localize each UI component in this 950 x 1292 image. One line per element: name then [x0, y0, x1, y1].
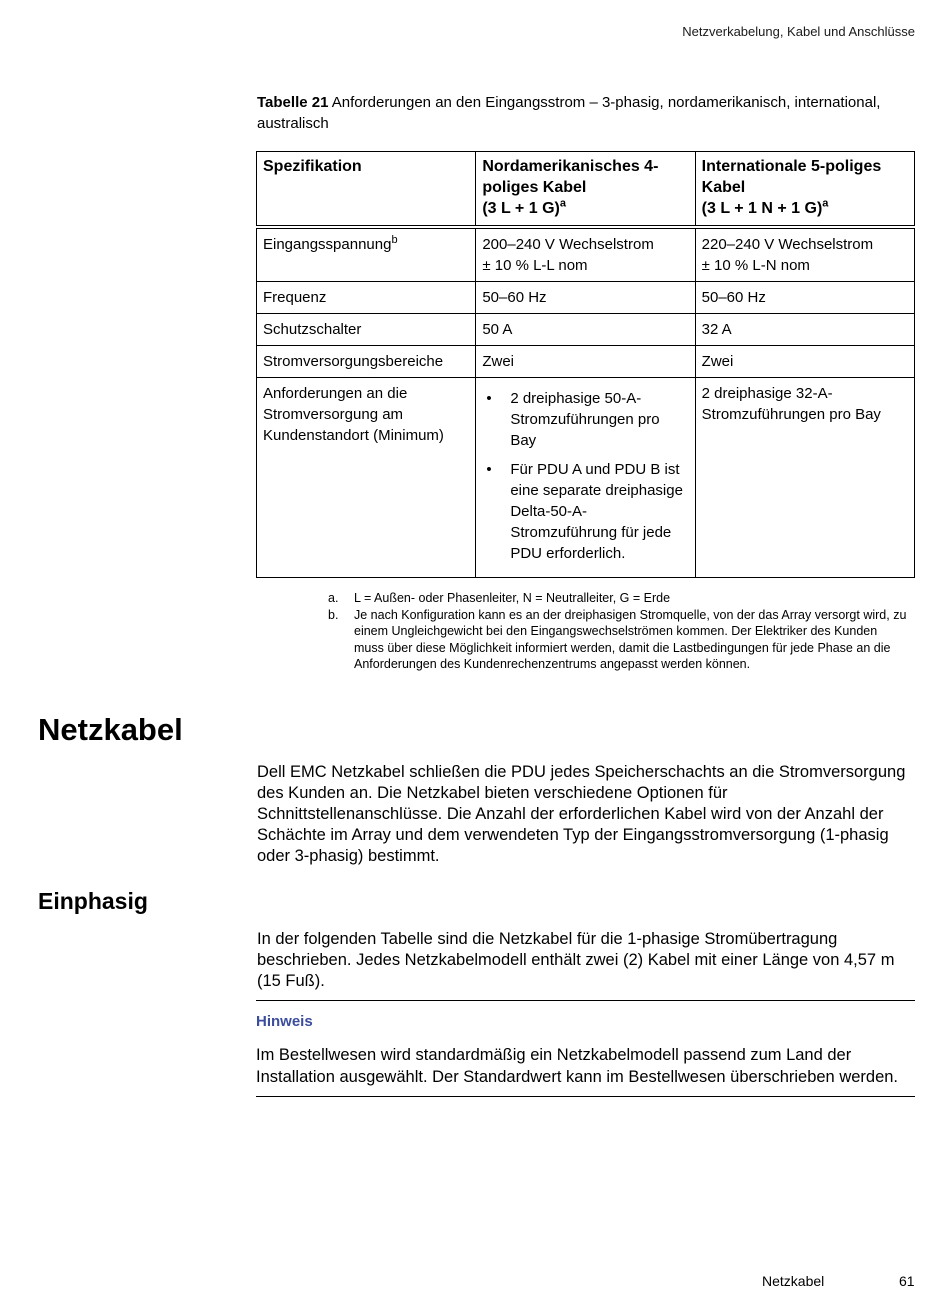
- note-text: Im Bestellwesen wird standardmäßig ein Netzkabelmodell passend zum Land der Installation ausgewählt. Der Standardwert kann im Bestellwesen überschrieben werden.: [256, 1046, 899, 1086]
- row-label-breaker: Schutzschalter: [257, 314, 476, 346]
- footnote-ref-a: a: [559, 197, 566, 210]
- table-header-row: [257, 152, 915, 228]
- footnote-a: a. L = Außen- oder Phasenleiter, N = Neutralleiter, G = Erde: [328, 591, 671, 605]
- section-paragraph: Dell EMC Netzkabel schließen die PDU jedes Speicherschachts an die Stromversorgung des Kunden an. Die Netzkabel bieten verschiedene Optionen für Schnittstellenanschlüsse. Die Anzahl der erforderlichen Kabel wird von der Anzahl der Schächte im Array und dem verwendeten Typ der Eingangsstromversorgung (1-phasig oder 3-phasig) bestimmt.: [257, 763, 906, 865]
- cell-power-domains-intl: Zwei: [695, 346, 914, 378]
- table-caption: [257, 92, 907, 134]
- subsection-heading: Einphasig: [38, 888, 148, 914]
- list-item: • 2 dreiphasige 50-A- Stromzuführungen pro Bay: [486, 390, 660, 449]
- table-footnotes: [328, 590, 910, 673]
- footnote-b: b. Je nach Konfiguration kann es an der dreiphasigen Stromquelle, von der das Array versorgt wird, zu einem Ungleichgewicht bei den Eingangswechselströmen kommen. Der Elektriker des Kunden muss über diese Möglichkeit informiert werden, damit die Lastbedingungen für jede Phase an die Anforderungen des Kundenrechenzentrums angepasst werden können.: [328, 607, 907, 671]
- table-row: [257, 282, 915, 314]
- header-spec: Spezifikation: [257, 152, 476, 228]
- section-heading: Netzkabel: [38, 712, 183, 747]
- bullet-icon: •: [486, 461, 492, 478]
- subsection-paragraph: In der folgenden Tabelle sind die Netzkabel für die 1-phasige Stromübertragung beschrieben. Jedes Netzkabelmodell enthält zwei (2) Kabel mit einer Länge von 4,57 m (15 Fuß).: [257, 930, 895, 990]
- header-international: Internationale 5-poliges Kabel (3 L + 1 N + 1 G)$^a$: [695, 152, 914, 228]
- bullet-list: [482, 388, 688, 564]
- running-header: Netzverkabelung, Kabel und Anschlüsse: [682, 24, 915, 39]
- page-number: 61: [899, 1273, 915, 1289]
- table-row: [257, 227, 915, 282]
- bullet-icon: •: [486, 390, 492, 407]
- cell-voltage-intl: 220–240 V Wechselstrom ± 10 % L-N nom: [695, 227, 914, 282]
- table-row: [257, 314, 915, 346]
- footnote-ref-b: b: [391, 234, 398, 246]
- table-row: [257, 346, 915, 378]
- cell-voltage-na: 200–240 V Wechselstrom ± 10 % L-L nom: [476, 227, 695, 282]
- cell-frequency-intl: 50–60 Hz: [695, 282, 914, 314]
- row-label-voltage: Eingangsspannung$^b$: [257, 227, 476, 282]
- header-north-american: Nordamerikanisches 4- poliges Kabel (3 L + 1 G)$^a$: [476, 152, 695, 228]
- footnote-ref-a: a: [822, 197, 829, 210]
- row-label-frequency: Frequenz: [257, 282, 476, 314]
- cell-frequency-na: 50–60 Hz: [476, 282, 695, 314]
- note-title: Hinweis: [256, 1013, 313, 1030]
- note-box: [256, 1000, 915, 1097]
- cell-power-domains-na: Zwei: [476, 346, 695, 378]
- table-caption-label: Tabelle 21: [257, 94, 329, 111]
- table-row: [257, 378, 915, 578]
- list-item: • Für PDU A und PDU B ist eine separate dreiphasige Delta-50-A- Stromzuführung für jede PDU erforderlich.: [486, 461, 683, 562]
- cell-site-requirements-na: [476, 378, 695, 578]
- table-caption-text: Anforderungen an den Eingangsstrom – 3-phasig, nordamerikanisch, international, australisch: [257, 94, 881, 132]
- row-label-power-domains: Stromversorgungsbereiche: [257, 346, 476, 378]
- cell-site-requirements-intl: 2 dreiphasige 32-A- Stromzuführungen pro Bay: [695, 378, 914, 578]
- power-requirements-table: [256, 151, 915, 578]
- row-label-site-requirements: Anforderungen an die Stromversorgung am Kundenstandort (Minimum): [257, 378, 476, 578]
- footer-section-label: Netzkabel: [762, 1273, 825, 1289]
- cell-breaker-na: 50 A: [476, 314, 695, 346]
- cell-breaker-intl: 32 A: [695, 314, 914, 346]
